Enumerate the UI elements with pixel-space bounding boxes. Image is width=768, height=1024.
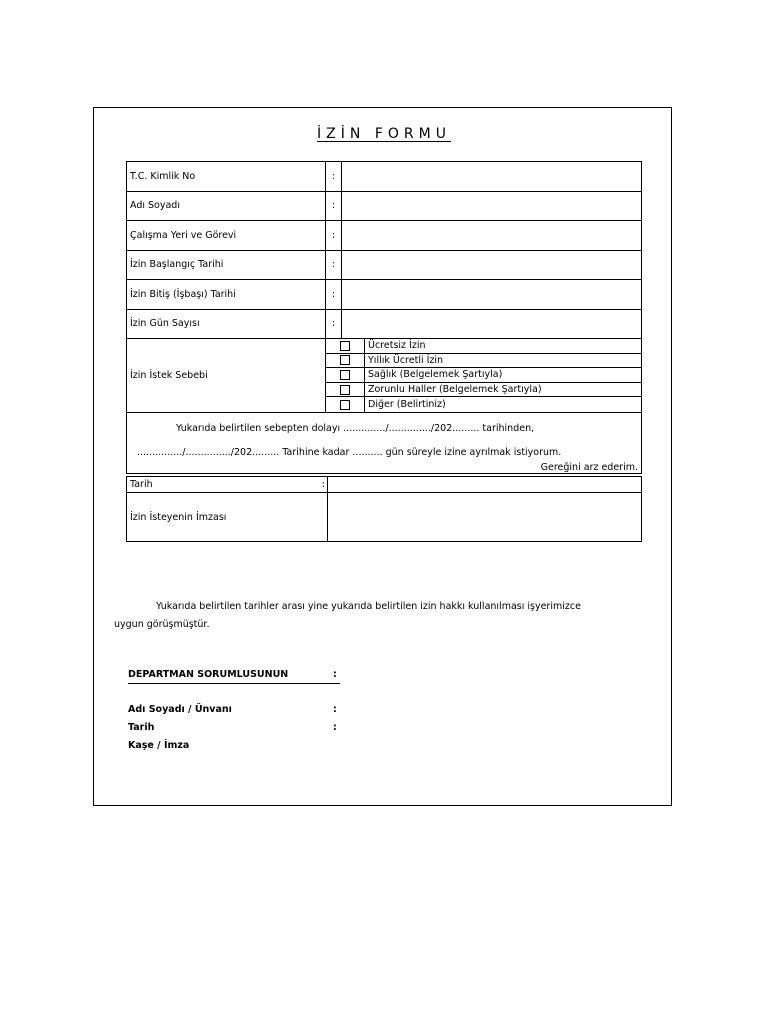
dept-name-line (128, 704, 348, 722)
date-input[interactable] (328, 477, 642, 493)
reason-label: İzin İstek Sebebi (127, 339, 326, 413)
department-heading (128, 669, 340, 684)
statement-row (127, 412, 642, 473)
reason-option[interactable] (326, 397, 641, 412)
field-label: İzin Bitiş (İşbaşı) Tarihi (127, 280, 326, 310)
statement-closing: Gereğini arz ederim. (540, 461, 638, 473)
statement-line-1: Yukarıda belirtilen sebepten dolayı ............../............../202......... tarihinden, (176, 422, 535, 434)
personal-info-table (126, 161, 642, 474)
field-label: Adı Soyadı (127, 191, 326, 221)
dept-date-line (128, 722, 348, 740)
field-label: Çalışma Yeri ve Görevi (127, 221, 326, 251)
unpaid-leave-checkbox[interactable] (340, 341, 350, 351)
date-label: Tarih (130, 479, 153, 490)
tc-kimlik-input[interactable] (342, 162, 642, 192)
statement-cell (127, 412, 642, 473)
statement-line-2: .............../.............../202......... Tarihine kadar .......... gün süreyle izine ayrılmak istiyorum. (137, 446, 562, 458)
reason-option-label: Zorunlu Haller (Belgelemek Şartıyla) (368, 384, 542, 396)
field-row-tc (127, 162, 642, 192)
dept-line-label: Adı Soyadı / Ünvanı (128, 704, 232, 715)
field-label: İzin Başlangıç Tarihi (127, 250, 326, 280)
field-colon: : (326, 221, 342, 251)
reason-option-label: Sağlık (Belgelemek Şartıyla) (368, 369, 503, 381)
start-date-input[interactable] (342, 250, 642, 280)
signature-field[interactable] (328, 493, 642, 542)
reason-option-label: Ücretsiz İzin (368, 340, 426, 352)
signature-table (126, 476, 642, 542)
approval-line-1: Yukarıda belirtilen tarihler arası yine yukarıda belirtilen izin hakkı kullanılması işyerimizce (156, 601, 581, 612)
field-colon: : (326, 191, 342, 221)
other-leave-checkbox[interactable] (340, 400, 350, 410)
date-colon: : (321, 479, 325, 490)
signature-row (127, 493, 642, 542)
reason-option[interactable] (326, 383, 641, 398)
annual-leave-checkbox[interactable] (340, 355, 350, 365)
field-colon: : (326, 280, 342, 310)
form-title: İZİN FORMU (317, 126, 451, 142)
field-label: T.C. Kimlik No (127, 162, 326, 192)
field-row-name (127, 191, 642, 221)
field-row-start-date (127, 250, 642, 280)
field-colon: : (326, 250, 342, 280)
field-row-end-date (127, 280, 642, 310)
reason-row (127, 339, 642, 413)
day-count-input[interactable] (342, 309, 642, 339)
dept-stamp-line (128, 740, 348, 758)
reason-option[interactable] (326, 368, 641, 383)
dept-line-colon: : (333, 722, 337, 733)
signature-label: İzin İsteyenin İmzası (127, 493, 328, 542)
date-label-cell (127, 477, 328, 493)
workplace-input[interactable] (342, 221, 642, 251)
health-leave-checkbox[interactable] (340, 370, 350, 380)
mandatory-leave-checkbox[interactable] (340, 385, 350, 395)
reason-option[interactable] (326, 339, 641, 354)
dept-line-colon: : (333, 704, 337, 715)
name-input[interactable] (342, 191, 642, 221)
field-label: İzin Gün Sayısı (127, 309, 326, 339)
end-date-input[interactable] (342, 280, 642, 310)
field-row-day-count (127, 309, 642, 339)
department-colon: : (333, 669, 337, 680)
approval-line-2: uygun görüşmüştür. (114, 619, 210, 630)
date-row (127, 477, 642, 493)
field-colon: : (326, 309, 342, 339)
approval-paragraph (114, 598, 594, 634)
dept-line-label: Tarih (128, 722, 155, 733)
department-heading-text: DEPARTMAN SORUMLUSUNUN (128, 669, 289, 680)
reason-option-label: Yıllık Ücretli İzin (368, 354, 444, 366)
reason-option-label: Diğer (Belirtiniz) (368, 399, 446, 411)
department-signature-block (128, 704, 348, 758)
field-colon: : (326, 162, 342, 192)
reason-options (326, 339, 642, 413)
dept-line-label: Kaşe / İmza (128, 740, 190, 751)
reason-option[interactable] (326, 354, 641, 369)
field-row-workplace (127, 221, 642, 251)
